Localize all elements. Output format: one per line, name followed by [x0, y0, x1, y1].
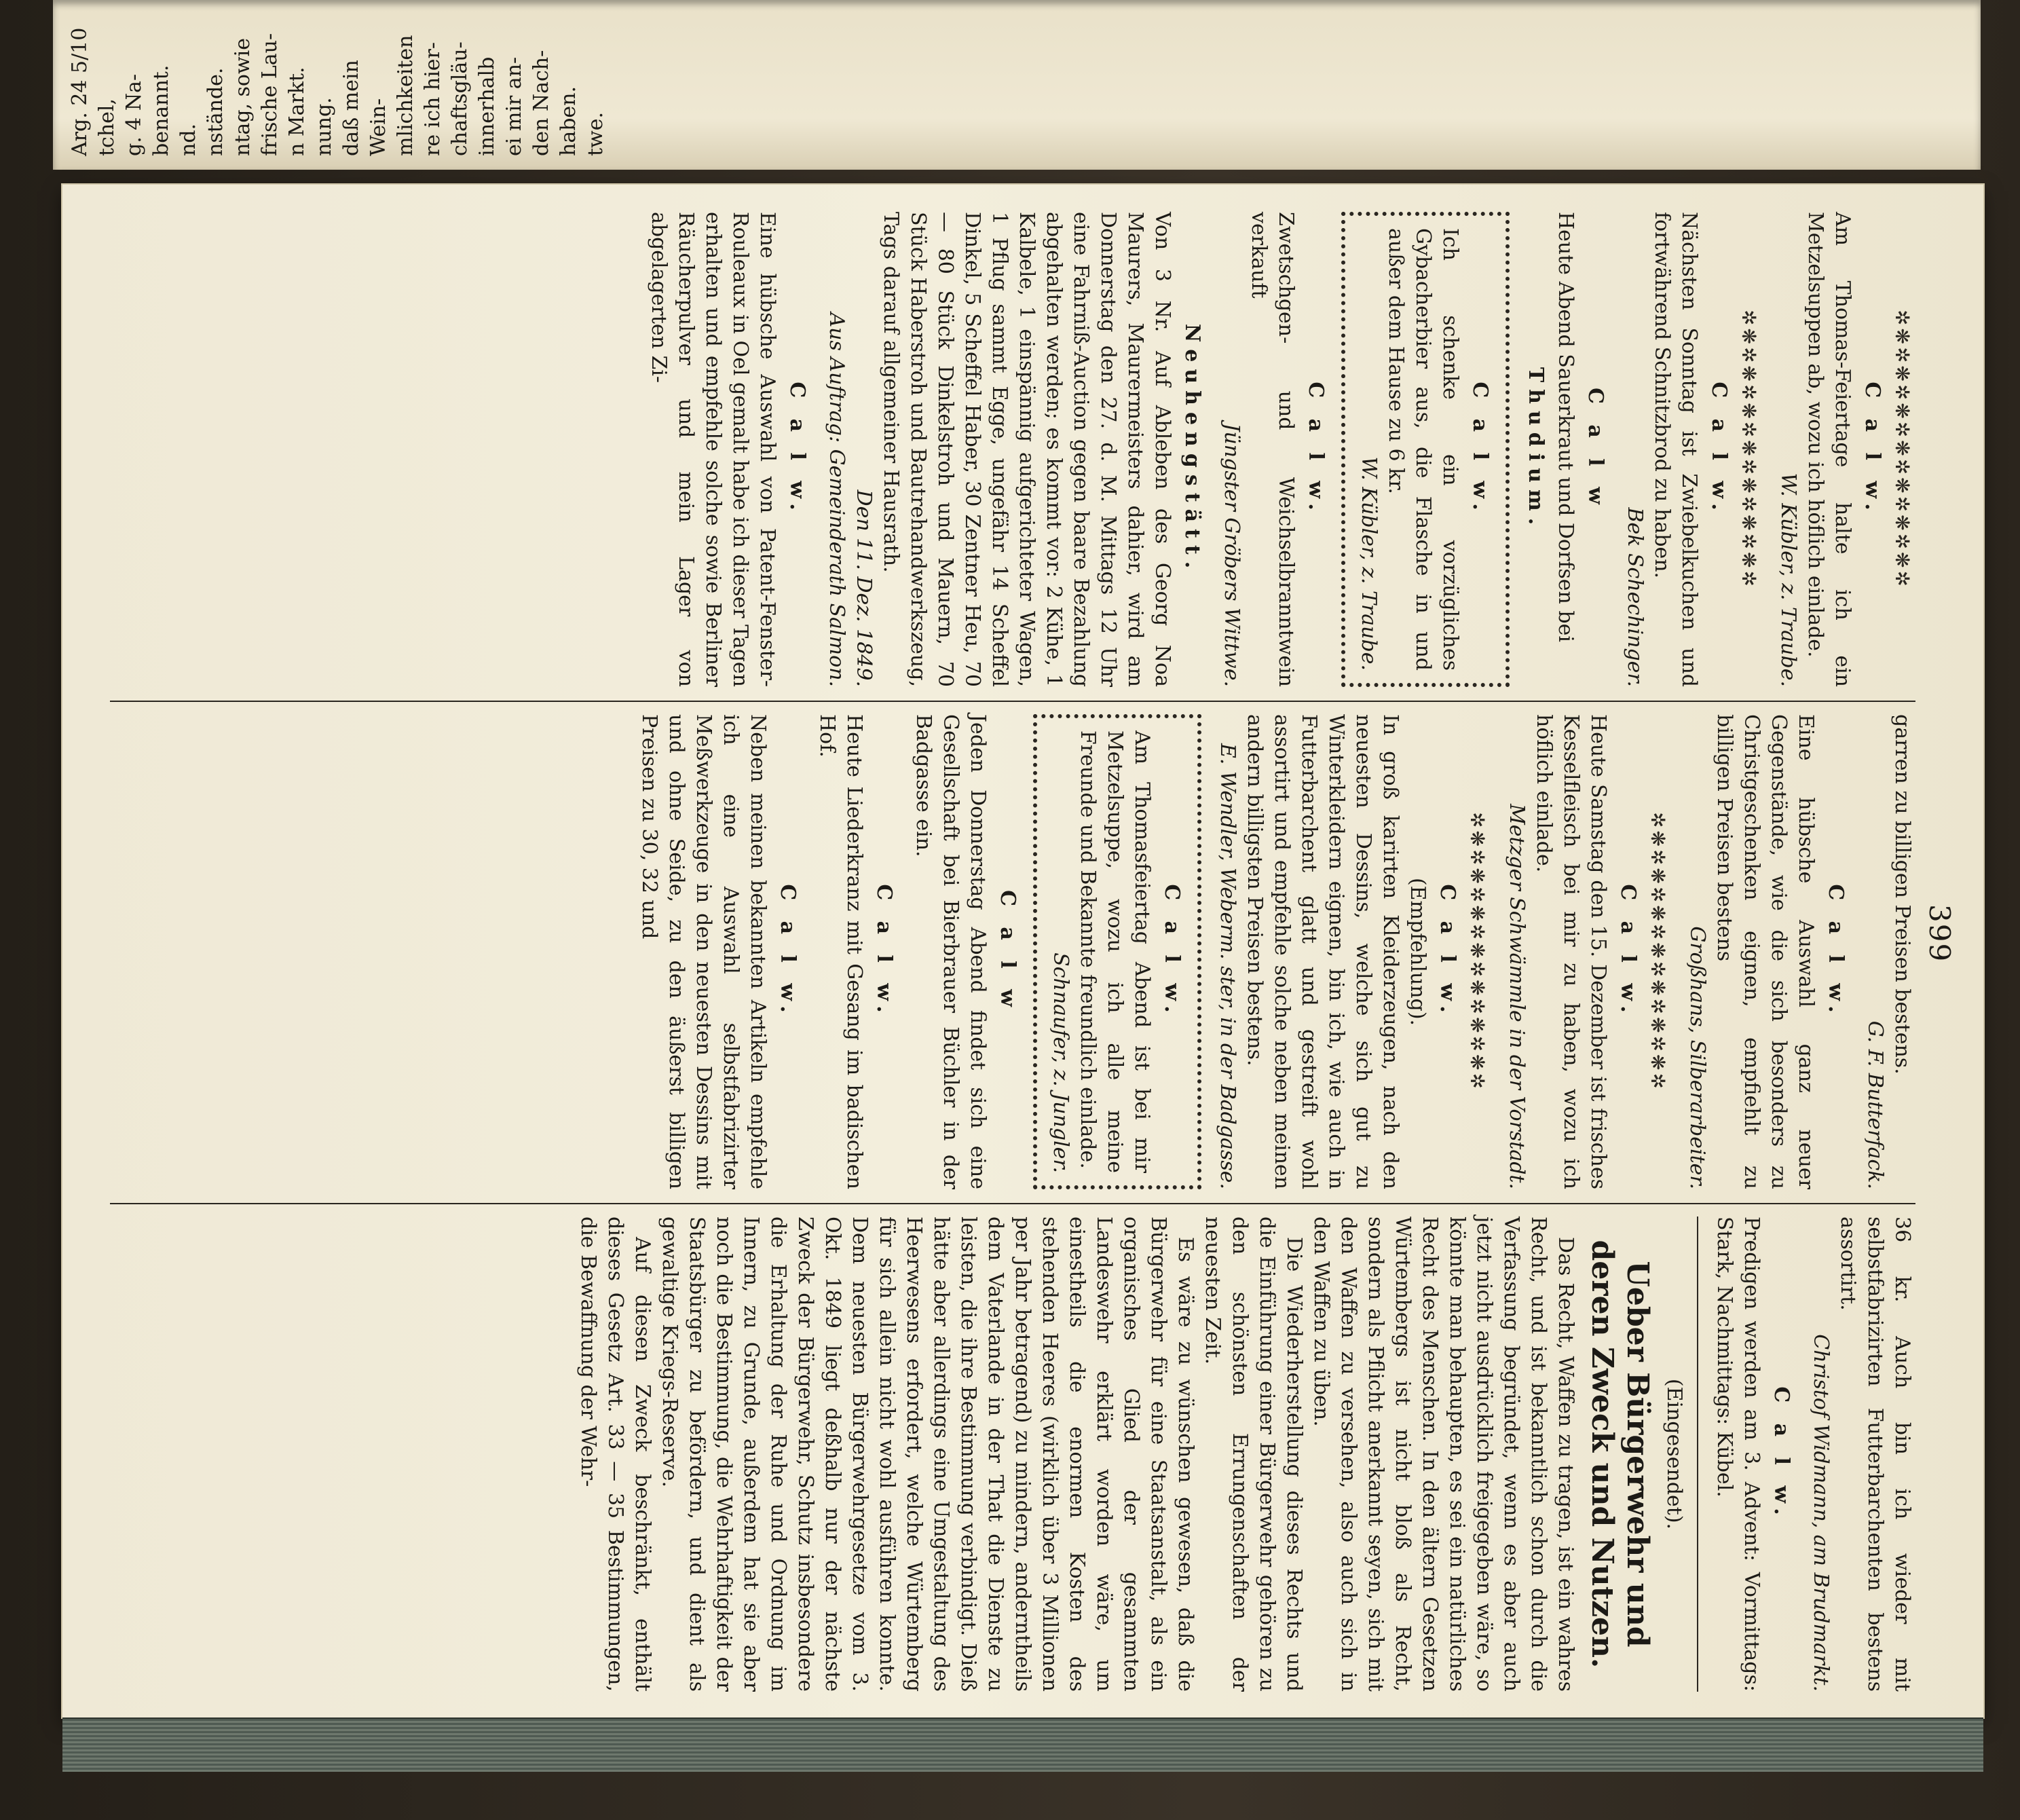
ornament-border: ✲❋✲❋✲❋✲❋✲❋✲❋✲❋✲ [1891, 310, 1913, 589]
ad-signature: Jüngster Gröbers Wittwe. [1220, 423, 1243, 687]
article-paragraph: Es wäre zu wünschen gewesen, daß die Bürgerwehr für eine Staatsanstalt, als ein organisches Glied der gesammten Landeswehr erklärt worden wäre, um einestheils die enormen Kosten des stehenden Heeres (wirklich über 3 Millionen per Jahr betragend) zu mindern, anderntheils dem Vaterlande in der That die Dienste zu leisten, die ihre Bestimmung verbindigt. Dieß hätte aber allerdings eine Umgestaltung des Heerwesens erfordert, welche Würtemberg für sich allein nicht wohl ausführen konnte. Dem neuesten Bürgerwehrgesetze vom 3. Okt. 1849 liegt deßhalb nur der nächste Zweck der Bürgerwehr, Schutz insbesondere die Erhaltung der Ruhe und Ordnung im Innern, zu Grunde, außerdem hat sie aber noch die Bestimmung, die Wehrhaftigkeit der Staatsbürger zu befördern, und dient als gewaltige Kriegs-Reserve. [658, 1217, 1197, 1692]
previous-page-line: nd. [176, 123, 200, 156]
advertisement [1218, 212, 1329, 687]
ad-place: C a l w [1584, 388, 1607, 511]
ad-signature: E. Wendler, Weberm. ster, in der Badgasse. [1216, 743, 1239, 1189]
section-rule [1697, 1217, 1698, 1692]
ad-text: Am Thomasfeiertag Abend ist bei mir Metzelsuppe, wozu ich alle meine Freunde und Bekannte freundlich einlade. [1076, 730, 1154, 1173]
advertisement [1522, 212, 1609, 687]
advertisement [1503, 714, 1641, 1189]
ad-text: Predigen werden am 3. Advent: Vormittags: Stark, Nachmittags: Kübel. [1713, 1217, 1763, 1692]
ad-place: C a l w. [1860, 382, 1884, 517]
article [574, 1217, 1687, 1692]
ad-place: C a l w. [1160, 884, 1184, 1020]
previous-page-text [67, 7, 610, 156]
article-source: (Eingesendet). [1662, 1378, 1686, 1530]
ad-place: C a l w. [1824, 884, 1848, 1020]
ad-text: Eine hübsche Auswahl ganz neuer Gegenstände, wie die sich besonders zu Christgeschenken eignen, empfiehlt zu billigen Preisen bestens [1713, 714, 1818, 1189]
ad-text: Von 3 Nr. Auf Ableben des Georg Noa Maurers, Maurermeisters dahier, wird am Donnerstag den 27. d. M. Mittags 12 Uhr eine Fahrniß-Auction gegen baare Bezahlung abgehalten werden; es kommt vor: 2 Kühe, 1 Kalbele, 1 einspännig aufgerichteter Wagen, 1 Pflug sammt Egge, ungefähr 14 Scheffel Dinkel, 5 Scheffel Haber, 30 Zentner Heu, 70 — 80 Stück Dinkelstroh und Mauern, 70 Stück Haberstroh und Bautrehandwerkszeug, Tags darauf allgemeiner Hausrath. [879, 212, 1174, 687]
ad-place: C a l w. [872, 884, 896, 1020]
advertisement [1710, 1217, 1795, 1692]
column-rule [110, 1203, 1915, 1204]
boxed-advertisement [1033, 714, 1201, 1189]
ad-signature: W. Kübler, z. Traube. [1776, 472, 1800, 687]
column-2 [110, 714, 1915, 1189]
previous-page-line: ei mir an- [502, 56, 526, 156]
previous-page-line: n Markt. [285, 67, 309, 156]
ad-text: 36 kr. Auch bin ich wieder mit selbstfabrizirten Futterbarchenten bestens assortirt. [1836, 1217, 1914, 1692]
advertisement [635, 714, 801, 1189]
column-1 [110, 212, 1915, 687]
advertisement [823, 212, 1205, 687]
ad-text: Am Thomas-Feiertage halte ich ein Metzelsuppen ab, wozu ich höflich einlade. [1803, 212, 1854, 687]
previous-page-line: mlichkeiten [394, 35, 417, 156]
advertisement [645, 212, 810, 687]
advertisement [1214, 714, 1461, 1189]
ad-text: Zwetschgen- und Weichselbranntwein verkauft [1247, 212, 1298, 687]
ad-signature: G. F. Butterfack. [1863, 1020, 1887, 1189]
ornament-border: ✲❋✲❋✲❋✲❋✲❋✲❋✲❋✲ [1647, 812, 1669, 1092]
ornament-border: ✲❋✲❋✲❋✲❋✲❋✲❋✲❋✲ [1738, 310, 1760, 589]
ad-place: Neuhengstätt. [1180, 323, 1204, 576]
ad-text: Ich schenke ein vorzügliches Gybacherbier aus, die Flasche in und außer dem Hause zu 6 kr. [1384, 228, 1462, 671]
book-cover-edge [62, 1717, 1983, 1772]
article-paragraph: Auf diesen Zweck beschränkt, enthält dieses Gesetz Art. 33 — 35 Bestimmungen, die Bewaffnung der Wehr- [576, 1217, 654, 1692]
ad-text: Heute Samstag den 15. Dezember ist frisches Kesselfleisch bei mir zu haben, wozu ich höflich einlade. [1532, 714, 1610, 1189]
previous-page-line: Arg. 24 5/10 [68, 27, 92, 156]
advertisement [1683, 714, 1849, 1189]
ad-text: Neben meinen bekannten Artikeln empfehle ich eine Auswahl selbstfabrizirter Meßwerkzeuge in den neuesten Dessins mit und ohne Seide, zu den äußerst billigen Preisen zu 30, 32 und [637, 714, 770, 1189]
ad-place: C a l w. [1436, 884, 1459, 1020]
ad-text: Jeden Donnerstag Abend findet sich eine Gesellschaft bei Bierbrauer Büchler in der Badgasse ein. [912, 714, 990, 1189]
previous-page-line: tchel, [95, 98, 119, 156]
advertisement [1774, 212, 1886, 687]
column-rule [110, 701, 1915, 702]
ad-text: Eine hübsche Auswahl von Patent-Fenster-Rouleaux in Oel gemalt habe ich dieser Tagen erhalten und empfehle solche sowie Berliner Räucherpulver und mein Lager von abgelagerten Zi- [647, 212, 779, 687]
ad-signature: Metzger Schwämmle in der Vorstadt. [1505, 804, 1529, 1189]
advertisement [813, 714, 897, 1189]
ornament-border: ✲❋✲❋✲❋✲❋✲❋✲❋✲❋✲ [1466, 812, 1489, 1092]
previous-page-line: Wein- [367, 98, 390, 156]
ad-place: C a l w. [776, 884, 800, 1020]
previous-page-line: re ich hier- [421, 41, 445, 156]
ad-place: Thudium. [1524, 367, 1548, 532]
previous-page-line: benannt. [149, 64, 173, 156]
previous-page-line: daß mein [339, 60, 363, 156]
ad-place: C a l w. [1770, 1386, 1793, 1522]
previous-page-line: innerhalb [475, 56, 499, 156]
ad-text: Heute Abend Sauerkraut und Dorfsen bei [1554, 212, 1577, 642]
advertisement [1807, 1217, 1915, 1692]
previous-page-line: g. 4 Na- [122, 73, 146, 156]
page-number: 399 [1923, 904, 1956, 963]
ad-date: Den 11. Dez. 1849. [852, 489, 876, 687]
previous-page-line: haben. [557, 86, 580, 156]
ad-place: C a l w [996, 890, 1020, 1014]
previous-page-line: frische Lau- [258, 33, 282, 156]
advertisement [910, 714, 1021, 1189]
ad-text: Nächsten Sonntag ist Zwiebelkuchen und fortwährend Schnitzbrod zu haben. [1650, 212, 1701, 687]
column-3 [110, 1217, 1915, 1692]
advertisement [1621, 212, 1732, 687]
previous-page-edge [53, 0, 1981, 170]
ad-signature: W. Kübler, z. Traube. [1357, 456, 1381, 671]
ad-text: In groß karirten Kleiderzeugen, nach den neuesten Dessins, welche sich gut zu Winterkleidern eignen, bin ich, wie auch in Futterbarchent glatt und gestreift wohl assortirt und empfehle solche neben meinen andern billigsten Preisen bestens. [1243, 714, 1402, 1189]
ad-place: C a l w. [785, 382, 809, 517]
previous-page-line: ntag, sowie [231, 37, 255, 156]
ad-place: C a l w. [1468, 382, 1492, 517]
previous-page-line: twe. [584, 111, 607, 156]
newspaper-page [62, 185, 1983, 1717]
ad-heading: (Empfehlung). [1406, 877, 1429, 1026]
previous-page-line: den Nach- [529, 50, 553, 156]
article-paragraph: Das Recht, Waffen zu tragen, ist ein wahres Recht, und ist bekanntlich schon durch die Verfassung begründet, wenn es aber auch jetzt nicht ausdrücklich freigegeben wäre, so könnte man behaupten, es sei ein natürliches Recht des Menschen. In den ältern Gesetzen Würtembergs ist nicht bloß als Recht, sondern als Pflicht anerkannt seyen, sich mit den Waffen zu versehen, also auch sich in den Waffen zu üben. [1309, 1217, 1577, 1692]
article-paragraph: Die Wiederherstellung dieses Rechts und die Einführung einer Bürgerwehr gehören zu den schönsten Errungenschaften der neuesten Zeit. [1201, 1217, 1306, 1692]
advertisement [1861, 714, 1915, 1189]
ad-place: C a l w. [1616, 884, 1640, 1020]
ad-signature: Aus Auftrag: Gemeinderath Salmon. [825, 312, 848, 687]
ad-place: C a l w. [1304, 382, 1328, 517]
ad-text: Heute Liederkranz mit Gesang im badischen Hof. [815, 714, 866, 1189]
article-title: Ueber Bürgerwehr und deren Zweck und Nutzen. [1585, 1240, 1655, 1669]
ad-place: C a l w. [1707, 382, 1731, 517]
page-content [62, 185, 1983, 1717]
previous-page-line: nstände. [204, 67, 227, 156]
ad-signature: Schnaufer, z. Jungler. [1049, 952, 1072, 1173]
previous-page-line: nung. [312, 97, 336, 156]
previous-page-line: chaftsgläu- [448, 41, 472, 156]
ad-signature: Christof Widmann, am Brudmarkt. [1809, 1334, 1833, 1692]
ad-signature: Bek Schechinger. [1623, 507, 1647, 687]
ad-text: garren zu billigen Preisen bestens. [1890, 714, 1914, 1075]
boxed-advertisement [1341, 212, 1510, 687]
ad-signature: Großhans, Silberarbeiter. [1685, 926, 1709, 1189]
